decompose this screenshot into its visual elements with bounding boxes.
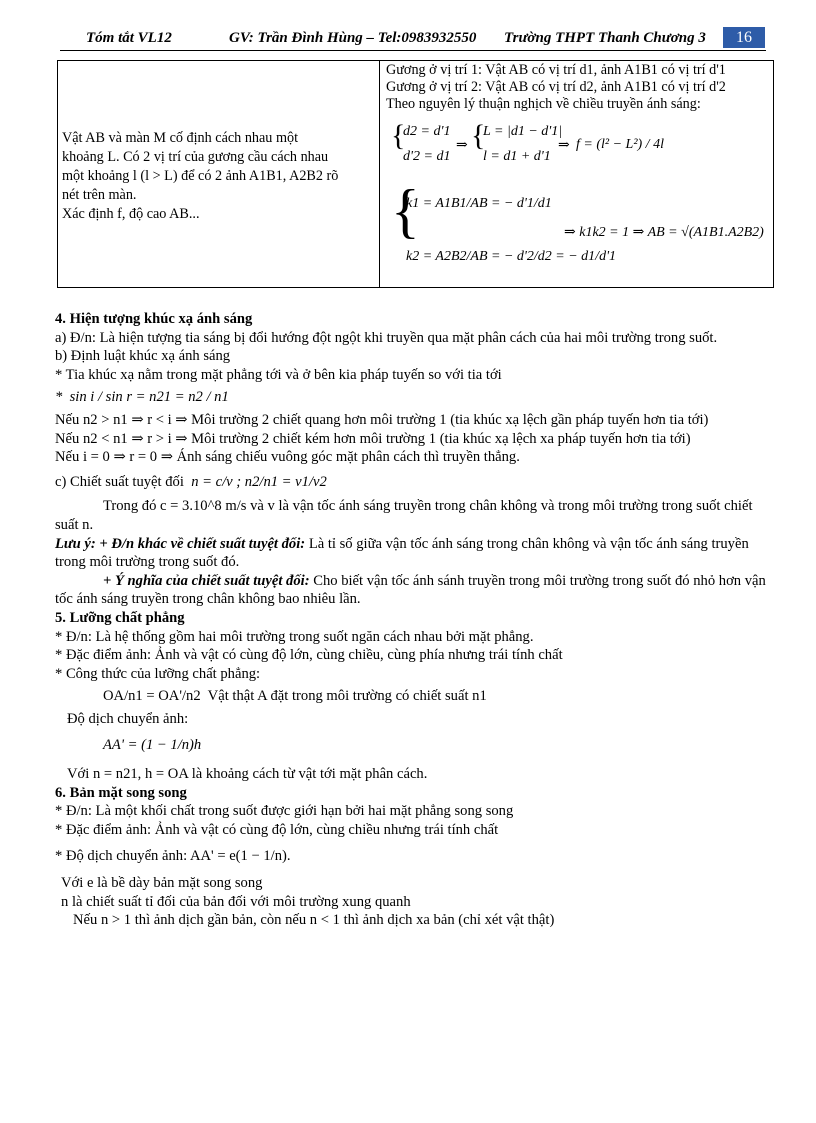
header-subject: Tóm tắt VL12 [86,30,172,46]
note-label: Lưu ý: [55,535,96,552]
right-line: Gương ở vị trí 2: Vật AB có vị trí d2, ảnh A1B1 có vị trí d'2 [386,79,726,95]
brace-1: { [391,119,406,152]
abs-formula: n = c/v ; n2/n1 = v1/v2 [191,473,327,490]
left-line: Xác định f, độ cao AB... [62,206,200,222]
table-right-cell [386,62,774,113]
eq-sys1a: d2 = d'1 [403,124,451,139]
implies-2: ⇒ [558,138,570,153]
note1-head: + Đ/n khác về chiết suất tuyệt đối: [99,535,306,552]
header-teacher: GV: Trần Đình Hùng – Tel:0983932550 [229,30,477,46]
eq-sys2a: L = |d1 − d'1| [483,124,563,139]
left-line: Vật AB và màn M cố định cách nhau một [62,130,299,146]
page-header [60,28,766,51]
eq-f: f = (l² − L²) / 4l [576,137,664,152]
s5-with: Với n = n21, h = OA là khoảng cách từ vật tới mặt phân cách. [67,766,428,783]
eq-k2: k2 = A2B2/AB = − d'2/d2 = − d1/d'1 [406,249,617,264]
section-5-title: 5. Lưỡng chất phẳng [55,609,185,626]
eq-sys2b: l = d1 + d'1 [483,149,551,164]
s5-definition: * Đ/n: Là hệ thống gồm hai môi trường trong suốt ngăn cách nhau bởi mặt phẳng. [55,628,534,645]
s6-with1: Với e là bề dày bản mặt song song [61,875,263,892]
table-divider [379,61,380,287]
s4-where: Trong đó c = 3.10^8 m/s và v là vận tốc ánh sáng truyền trong chân không và trong môi trường trong suốt chiết suất n. [55,498,753,533]
eq-k1: k1 = A1B1/AB = − d'1/d1 [406,196,552,211]
eq-result: ⇒ k1k2 = 1 ⇒ AB = √(A1B1.A2B2) [564,225,764,240]
left-line: khoảng L. Có 2 vị trí của gương cầu cách nhau [62,149,329,165]
s6-feature: * Đặc điểm ảnh: Ảnh và vật có cùng độ lớn, cùng chiều nhưng trái tính chất [55,821,499,838]
mirror-problem-table [57,60,774,288]
note2-head: + Ý nghĩa của chiết suất tuyệt đối: [103,572,310,589]
s4-law: b) Định luật khúc xạ ánh sáng [55,348,231,365]
s5-formula-row [55,687,777,706]
right-line: Gương ở vị trí 1: Vật AB có vị trí d1, ảnh A1B1 có vị trí d'1 [386,62,726,78]
page-number: 16 [723,27,765,48]
s6-definition: * Đ/n: Là một khối chất trong suốt được giới hạn bởi hai mặt phẳng song song [55,803,514,820]
main-content [55,310,777,930]
left-line: nét trên màn. [62,187,137,203]
implies-1: ⇒ [456,138,468,153]
s5-formula: OA/n1 = OA'/n2 [103,688,201,705]
s5-formula-label: * Công thức của lưỡng chất phẳng: [55,665,261,682]
s4-note1 [55,535,777,572]
abs-label: c) Chiết suất tuyệt đối [55,473,184,490]
section-6-title: 6. Bản mặt song song [55,784,187,801]
s4-case2: Nếu n2 < n1 ⇒ r > i ⇒ Môi trường 2 chiết kém hơn môi trường 1 (tia khúc xạ lệch xa pháp tuyến hơn tia tới) [55,430,691,447]
brace-2: { [471,119,486,152]
s6-shift: * Độ dịch chuyển ảnh: AA' = e(1 − 1/n). [55,848,291,865]
s4-absolute [55,473,777,492]
eq-sys1b: d'2 = d1 [403,149,451,164]
note2-text: Cho biết vận tốc ánh sánh truyền trong môi trường trong suốt đó nhỏ hơn vận tốc ánh sáng truyền trong chân không bao nhiêu lần. [55,572,766,608]
section-4-title: 4. Hiện tượng khúc xạ ánh sáng [55,311,253,327]
s5-shift-label: Độ dịch chuyển ảnh: [67,710,189,727]
s4-law1: * Tia khúc xạ nằm trong mặt phẳng tới và ở bên kia pháp tuyến so với tia tới [55,366,502,383]
brace-3: { [391,178,420,244]
refraction-formula: * sin i / sin r = n21 = n2 / n1 [55,389,229,406]
s4-definition: a) Đ/n: Là hiện tượng tia sáng bị đổi hướng đột ngột khi truyền qua mặt phân cách của hai môi trường trong suốt. [55,329,718,346]
s5-feature: * Đặc điểm ảnh: Ảnh và vật có cùng độ lớn, cùng chiều, cùng phía nhưng trái tính chất [55,647,563,664]
s4-case3: Nếu i = 0 ⇒ r = 0 ⇒ Ánh sáng chiếu vuông góc mặt phân cách thì truyền thẳng. [55,449,520,466]
s6-with2: n là chiết suất tỉ đối của bản đối với môi trường xung quanh [61,893,411,910]
s5-formula-note: Vật thật A đặt trong môi trường có chiết suất n1 [207,688,487,705]
note1-text: Là tỉ số giữa vận tốc ánh sáng trong chân không và vận tốc ánh sáng truyền trong môi trường trong suốt đó. [55,535,749,571]
right-line: Theo nguyên lý thuận nghịch về chiều truyền ánh sáng: [386,96,701,112]
s4-case1: Nếu n2 > n1 ⇒ r < i ⇒ Môi trường 2 chiết quang hơn môi trường 1 (tia khúc xạ lệch gần pháp tuyến hơn tia tới) [55,411,709,428]
header-school: Trường THPT Thanh Chương 3 [504,30,706,46]
s5-shift: AA' = (1 − 1/n)h [103,737,202,754]
table-left-cell [62,129,374,224]
left-line: một khoảng l (l > L) để có 2 ảnh A1B1, A2B2 rõ [62,168,339,184]
refraction-formula-text: sin i / sin r = n21 = n2 / n1 [69,389,229,406]
s4-note2 [55,572,777,609]
s6-with3: Nếu n > 1 thì ảnh dịch gần bản, còn nếu n < 1 thì ảnh dịch xa bản (chỉ xét vật thật) [73,912,555,929]
